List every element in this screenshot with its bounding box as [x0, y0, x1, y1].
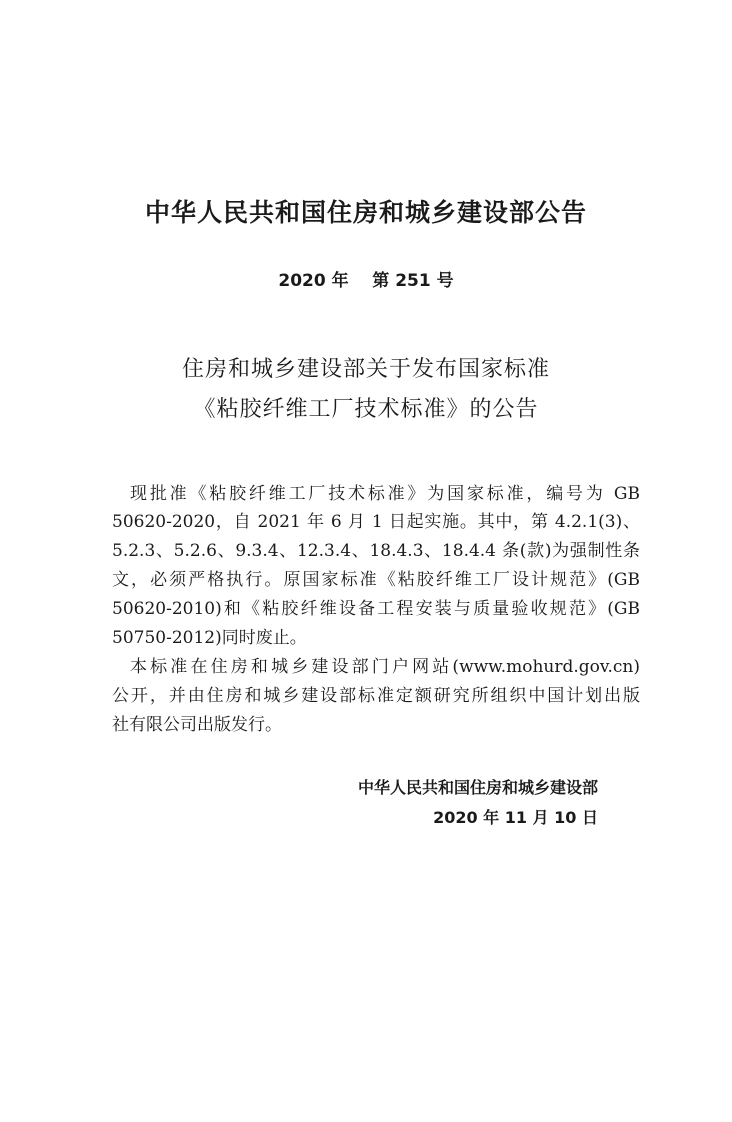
paragraph-2-line-2: 公开，并由住房和城乡建设部标准定额研究所组织中国计划出版	[112, 686, 640, 706]
paragraph-1-line-3: 5.2.3、5.2.6、9.3.4、12.3.4、18.4.3、18.4.4 条(款)为强制性条	[112, 541, 640, 561]
paragraph-1-line-4: 文，必须严格执行。原国家标准《粘胶纤维工厂设计规范》(GB	[112, 570, 640, 590]
paragraph-1-line-5: 50620-2010)和《粘胶纤维设备工程安装与质量验收规范》(GB	[112, 599, 640, 619]
paragraph-1-line-1: 现批准《粘胶纤维工厂技术标准》为国家标准，编号为 GB	[130, 484, 640, 504]
announcement-title-line-2: 《粘胶纤维工厂技术标准》的公告	[193, 397, 539, 422]
announcement-title-line-1: 住房和城乡建设部关于发布国家标准	[181, 357, 550, 382]
paragraph-1-line-2: 50620-2020，自 2021 年 6 月 1 日起实施。其中，第 4.2.1(3)、	[112, 512, 640, 532]
paragraph-2-line-3: 社有限公司出版发行。	[112, 715, 282, 735]
announcement-issuer: 中华人民共和国住房和城乡建设部公告	[144, 198, 587, 227]
signature-date: 2020 年 11 月 10 日	[433, 808, 598, 827]
paragraph-1-line-6: 50750-2012)同时废止。	[112, 628, 307, 648]
paragraph-2-line-1: 本标准在住房和城乡建设部门户网站(www.mohurd.gov.cn)	[130, 657, 640, 677]
signature-org: 中华人民共和国住房和城乡建设部	[357, 778, 598, 797]
announcement-number: 2020 年 第 251 号	[278, 271, 454, 291]
